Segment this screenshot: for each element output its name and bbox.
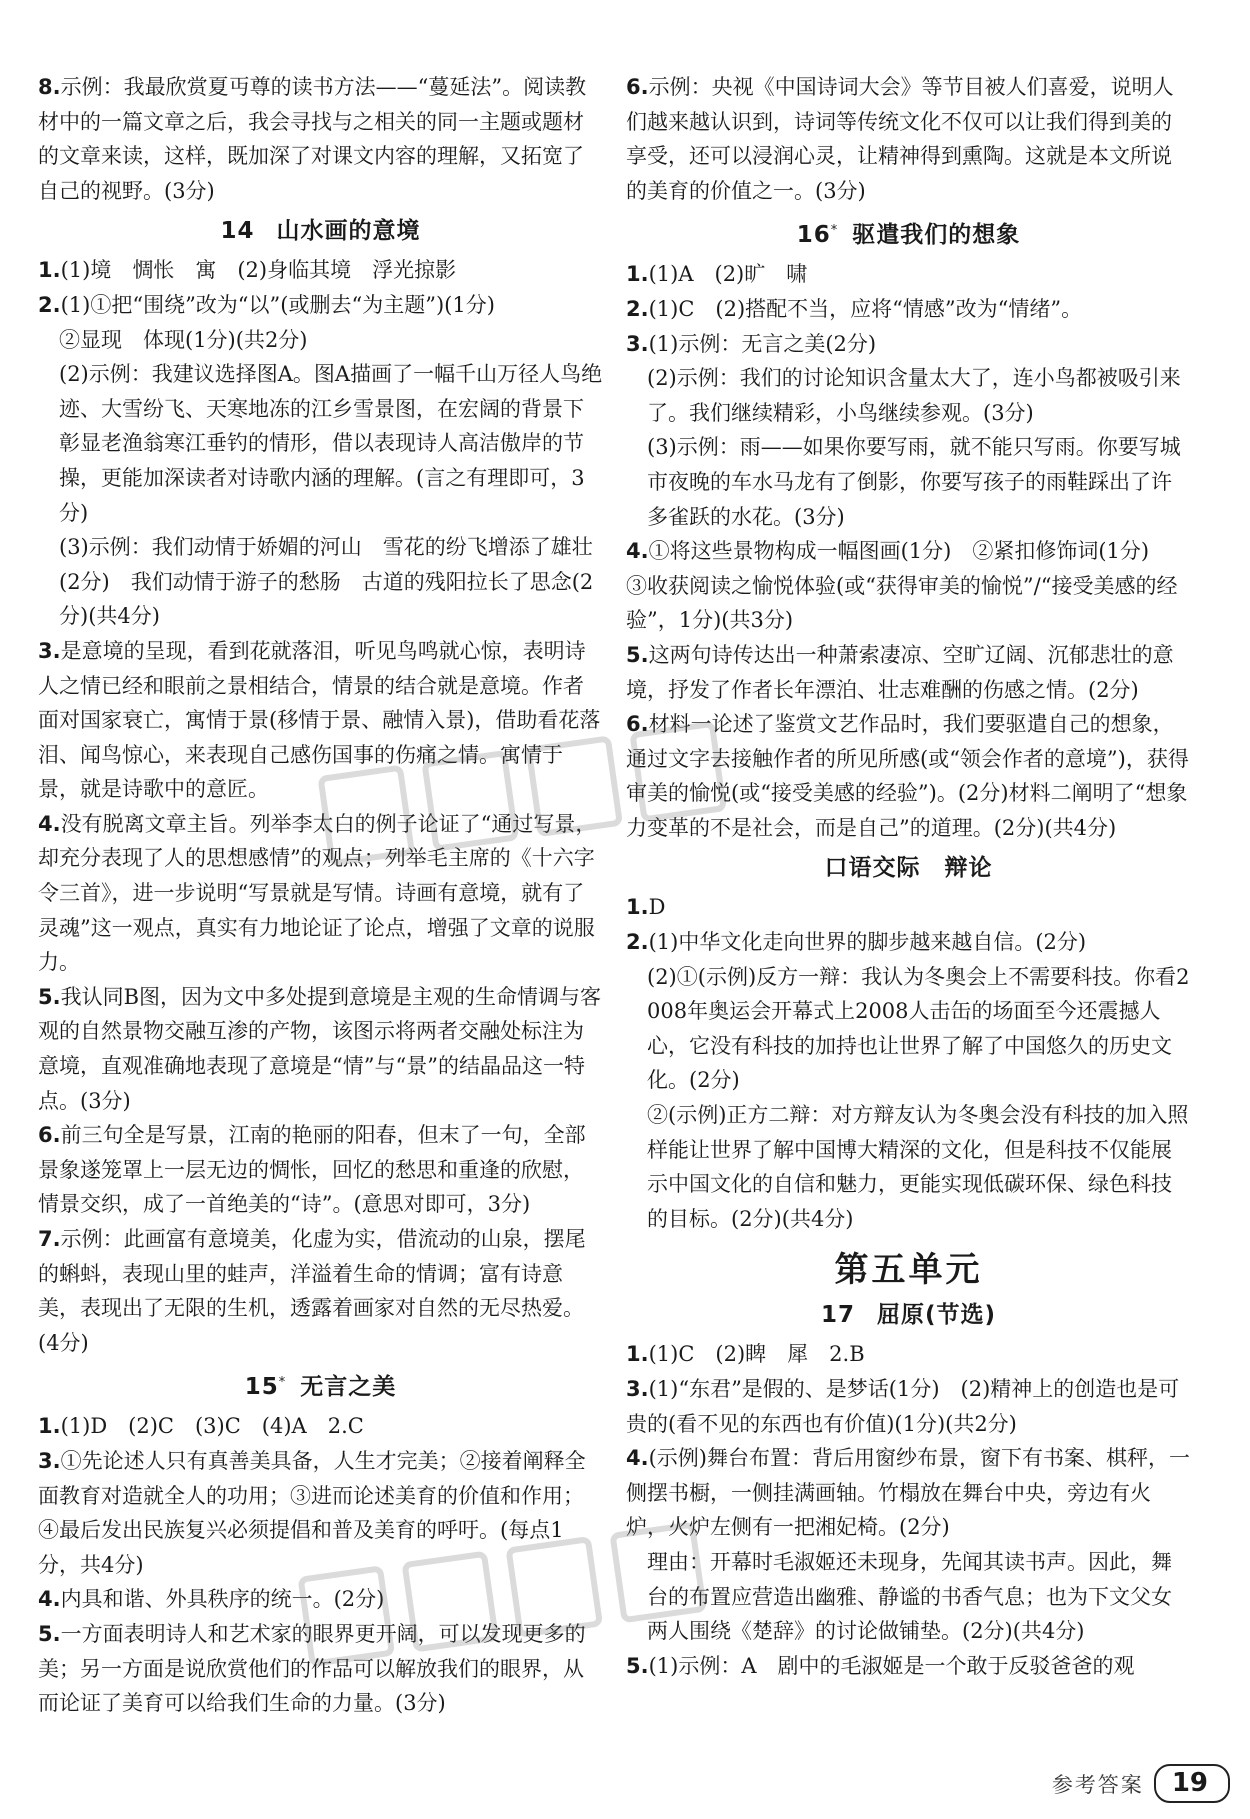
section-14-title: 14 山水画的意境	[220, 218, 421, 245]
answer-8: 8.示例：我最欣赏夏丏尊的读书方法——“蔓延法”。阅读教材中的一篇文章之后，我会寻找与之相关的同一主题或题材的文章来读，这样，既加深了对课文内容的理解，又拓宽了自己的视野。(3分)	[38, 75, 587, 203]
s14-answer-4: 4.没有脱离文章主旨。列举李太白的例子论证了“通过写景，却充分表现了人的思想感情”的观点；列举毛主席的《十六字令三首》，进一步说明“写景就是写情。诗画有意境，就有了灵魂”这一观点，真实有力地论证了论点，增强了文章的说服力。	[38, 811, 597, 975]
page-footer	[1052, 1764, 1230, 1803]
s14-answer-3: 3.是意境的呈现，看到花就落泪，听见鸟鸣就心惊，表明诗人之情已经和眼前之景相结合，情景的结合就是意境。作者面对国家衰亡，寓情于景(移情于景、融情入景)，借助看花落泪、闻鸟惊心，来表现自己感伤国事的伤痛之情。寓情于景，就是诗歌中的意匠。	[38, 638, 601, 802]
s16-answer-3: 3.(1)示例：无言之美(2分)	[626, 331, 877, 356]
oral-answer-1: 1.D	[626, 895, 666, 920]
s16-answer-6: 6.材料一论述了鉴赏文艺作品时，我们要驱遣自己的想象，通过文字去接触作者的所见所感(或“领会作者的意境”)，获得审美的愉悦(或“接受美感的经验”)。(2分)材料二阐明了“想象力变革的不是社会，而是自己”的道理。(2分)(共4分)	[626, 712, 1189, 840]
oral-answer-2-part: (2)①(示例)反方一辩：我认为冬奥会上不需要科技。你看2008年奥运会开幕式上2008人击缶的场面至今还震撼人心，它没有科技的加持也让世界了解了中国悠久的历史文化。(2分)	[647, 964, 1190, 1093]
oral-answer-2-part: ②(示例)正方二辩：对方辩友认为冬奥会没有科技的加入照样能让世界了解中国博大精深的文化，但是科技不仅能展示中国文化的自信和魅力，更能实现低碳环保、绿色科技的目标。(2分)(共4分)	[647, 1103, 1189, 1231]
s14-answer-7: 7.示例：此画富有意境美，化虚为实，借流动的山泉，摆尾的蝌蚪，表现山里的蛙声，洋溢着生命的情调；富有诗意美，表现出了无限的生机，透露着画家对自然的无尽热爱。(4分)	[38, 1227, 586, 1355]
s17-answer-3: 3.(1)“东君”是假的、是梦话(1分) (2)精神上的创造也是可贵的(看不见的东西也有价值)(1分)(共2分)	[626, 1377, 1180, 1436]
s16-answer-3-part: (2)示例：我们的讨论知识含量太大了，连小鸟都被吸引来了。我们继续精彩，小鸟继续参观。(3分)	[647, 366, 1181, 425]
s15-answer-4: 4.内具和谐、外具秩序的统一。(2分)	[38, 1587, 385, 1612]
page-number: 19	[1154, 1764, 1230, 1803]
s17-answer-1: 1.(1)C (2)睥 犀 2.B	[626, 1342, 865, 1367]
s14-answer-2-part: (2)示例：我建议选择图A。图A描画了一幅千山万径人鸟绝迹、大雪纷飞、天寒地冻的江乡雪景图，在宏阔的背景下彰显老渔翁寒江垂钓的情形，借以表现诗人高洁傲岸的节操，更能加深读者对诗歌内涵的理解。(言之有理即可，3分)	[59, 362, 603, 525]
s16-answer-5: 5.这两句诗传达出一种萧索凄凉、空旷辽阔、沉郁悲壮的意境，抒发了作者长年漂泊、壮志难酬的伤感之情。(2分)	[626, 642, 1174, 702]
s16-answer-2: 2.(1)C (2)搭配不当，应将“情感”改为“情绪”。	[626, 296, 1083, 321]
section-16-title: 16* 驱遣我们的想象	[796, 222, 1021, 249]
s14-answer-2-part: (3)示例：我们动情于娇媚的河山 雪花的纷飞增添了雄壮(2分) 我们动情于游子的愁肠 古道的残阳拉长了思念(2分)(共4分)	[59, 535, 594, 629]
unit-5-title: 第五单元	[834, 1250, 983, 1291]
s14-answer-2-part: ②显现 体现(1分)(共2分)	[59, 327, 308, 352]
section-15-title: 15* 无言之美	[244, 1374, 397, 1401]
right-column	[626, 70, 1191, 1683]
oral-communication-title: 口语交际 辩论	[824, 855, 993, 882]
oral-answer-2: 2.(1)中华文化走向世界的脚步越来越自信。(2分)	[626, 930, 1087, 955]
s14-answer-5: 5.我认同B图，因为文中多处提到意境是主观的生命情调与客观的自然景物交融互渗的产物，该图示将两者交融处标注为意境，直观准确地表现了意境是“情”与“景”的结晶品这一特点。(3分)	[38, 984, 602, 1113]
answer-6-continued: 6.示例：央视《中国诗词大会》等节目被人们喜爱，说明人们越来越认识到，诗词等传统文化不仅可以让我们得到美的享受，还可以浸润心灵，让精神得到熏陶。这就是本文所说的美育的价值之一。(3分)	[626, 75, 1174, 203]
s17-answer-4: 4.(示例)舞台布置：背后用窗纱布景，窗下有书案、棋秤，一侧摆书橱，一侧挂满画轴。竹榻放在舞台中央，旁边有火炉，火炉左侧有一把湘妃椅。(2分)	[626, 1446, 1190, 1540]
s14-answer-6: 6.前三句全是写景，江南的艳丽的阳春，但末了一句，全部景象遂笼罩上一层无边的惆怅，回忆的愁思和重逢的欣慰，情景交织，成了一首绝美的“诗”。(意思对即可，3分)	[38, 1123, 586, 1217]
s14-answer-2: 2.(1)①把“围绕”改为“以”(或删去“为主题”)(1分)	[38, 292, 495, 317]
s17-answer-5: 5.(1)示例：A 剧中的毛淑姬是一个敢于反驳爸爸的观	[626, 1653, 1135, 1678]
s17-answer-4-reason: 理由：开幕时毛淑姬还未现身，先闻其读书声。因此，舞台的布置应营造出幽雅、静谧的书香气息；也为下文父女两人围绕《楚辞》的讨论做铺垫。(2分)(共4分)	[647, 1549, 1172, 1644]
footer-label: 参考答案	[1051, 1772, 1144, 1797]
s15-answer-5: 5.一方面表明诗人和艺术家的眼界更开阔，可以发现更多的美；另一方面是说欣赏他们的作品可以解放我们的眼界，从而论证了美育可以给我们生命的力量。(3分)	[38, 1621, 586, 1716]
s16-answer-1: 1.(1)A (2)旷 啸	[626, 262, 808, 287]
s16-answer-3-part: (3)示例：雨——如果你要写雨，就不能只写雨。你要写城市夜晚的车水马龙有了倒影，你要写孩子的雨鞋踩出了许多雀跃的水花。(3分)	[647, 435, 1181, 529]
s14-answer-1: 1.(1)境 惆怅 寓 (2)身临其境 浮光掠影	[38, 258, 457, 283]
s16-answer-4: 4.①将这些景物构成一幅图画(1分) ②紧扣修饰词(1分) ③收获阅读之愉悦体验(或“获得审美的愉悦”/“接受美感的经验”，1分)(共3分)	[626, 539, 1178, 633]
s15-answer-1: 1.(1)D (2)C (3)C (4)A 2.C	[38, 1414, 364, 1439]
section-17-title: 17 屈原(节选)	[820, 1302, 997, 1329]
s15-answer-3: 3.①先论述人只有真善美具备，人生才完美；②接着阐释全面教育对造就全人的功用；③进而论述美育的价值和作用；④最后发出民族复兴必须提倡和普及美育的呼吁。(每点1分，共4分)	[38, 1448, 586, 1577]
left-column	[38, 70, 603, 1721]
